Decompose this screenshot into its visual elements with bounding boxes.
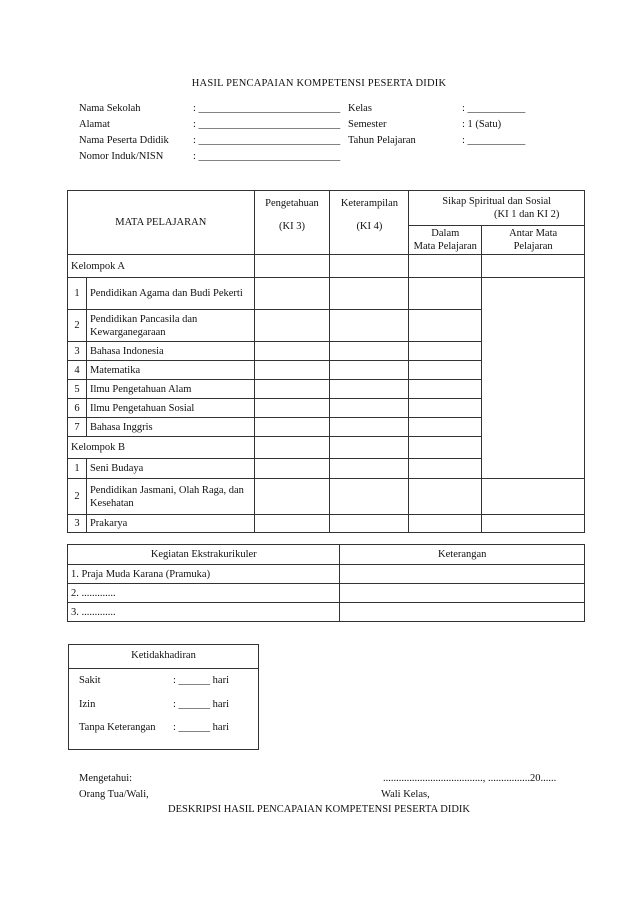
value-class: : ___________ [462, 103, 526, 114]
header-skill-label: Keterampilan [340, 198, 398, 209]
cell [340, 584, 585, 603]
cell [409, 437, 482, 459]
cell [330, 380, 409, 399]
cell [330, 278, 409, 310]
absence-label-unexcused: Tanpa Keterangan [79, 722, 156, 733]
header-between-subject [482, 226, 585, 255]
table-row [68, 479, 585, 515]
header-knowledge-label: Pengetahuan [265, 198, 319, 209]
absence-value-unexcused: : ______ hari [173, 722, 229, 733]
value-school-year: : ___________ [462, 135, 526, 146]
subject-name: Ilmu Pengetahuan Sosial [86, 399, 254, 418]
cell [254, 437, 330, 459]
header-between-2: Pelajaran [513, 241, 553, 252]
table-row [68, 278, 585, 310]
row-number: 6 [68, 399, 87, 418]
cell-between-merged [482, 278, 585, 479]
cell [254, 310, 330, 342]
value-student-name: : ___________________________ [193, 135, 341, 146]
label-student-id: Nomor Induk/NISN [79, 151, 164, 162]
cell [254, 278, 330, 310]
absence-label-permit: Izin [79, 699, 96, 710]
label-address: Alamat [79, 119, 110, 130]
cell [330, 515, 409, 533]
date-line: ......................................, ................20...... [383, 773, 557, 784]
cell [340, 603, 585, 622]
cell [330, 437, 409, 459]
row-number: 1 [68, 459, 87, 479]
header-in-subject-1: Dalam [431, 228, 460, 239]
cell [409, 380, 482, 399]
cell [409, 515, 482, 533]
cell [409, 278, 482, 310]
table-row [68, 603, 585, 622]
cell [482, 255, 585, 278]
description-heading: DESKRIPSI HASIL PENCAPAIAN KOMPETENSI PESERTA DIDIK [168, 804, 470, 815]
cell [409, 310, 482, 342]
header-attitude-sub: (KI 1 dan KI 2) [494, 209, 560, 220]
cell [254, 479, 330, 515]
parent-label: Orang Tua/Wali, [79, 789, 149, 800]
subject-name: Seni Budaya [86, 459, 254, 479]
absence-box [68, 644, 259, 750]
cell [254, 459, 330, 479]
header-skill [330, 191, 409, 255]
cell [254, 418, 330, 437]
label-class: Kelas [348, 103, 372, 114]
homeroom-teacher-label: Wali Kelas, [381, 789, 430, 800]
header-in-subject [409, 226, 482, 255]
header-attitude [409, 191, 585, 226]
row-number: 4 [68, 361, 87, 380]
header-skill-sub: (KI 4) [356, 221, 383, 232]
subject-name: Pendidikan Pancasila dan Kewarganegaraan [86, 310, 254, 342]
grades-table [67, 190, 585, 533]
header-knowledge [254, 191, 330, 255]
row-number: 2 [68, 310, 87, 342]
cell [409, 255, 482, 278]
header-attitude-label: Sikap Spiritual dan Sosial [442, 196, 552, 207]
document-title: HASIL PENCAPAIAN KOMPETENSI PESERTA DIDIK [191, 78, 447, 89]
row-number: 7 [68, 418, 87, 437]
cell [254, 361, 330, 380]
cell [409, 361, 482, 380]
cell [409, 479, 482, 515]
value-semester: : 1 (Satu) [462, 119, 502, 130]
absence-value-permit: : ______ hari [173, 699, 229, 710]
subject-name: Pendidikan Agama dan Budi Pekerti [86, 278, 254, 310]
subject-name: Ilmu Pengetahuan Alam [86, 380, 254, 399]
cell [409, 342, 482, 361]
value-address: : ___________________________ [193, 119, 341, 130]
cell [254, 342, 330, 361]
table-row [68, 565, 585, 584]
row-number: 3 [68, 342, 87, 361]
label-semester: Semester [348, 119, 387, 130]
label-school-year: Tahun Pelajaran [348, 135, 416, 146]
label-student-name: Nama Peserta Ddidik [79, 135, 169, 146]
activity-name: 1. Praja Muda Karana (Pramuka) [68, 565, 340, 584]
group-a-label: Kelompok A [68, 255, 255, 278]
cell [254, 515, 330, 533]
row-number: 2 [68, 479, 87, 515]
subject-name: Prakarya [86, 515, 254, 533]
header-knowledge-sub: (KI 3) [279, 221, 305, 232]
absence-value-sick: : ______ hari [173, 675, 229, 686]
header-between-1: Antar Mata [509, 228, 558, 239]
cell [254, 255, 330, 278]
header-note: Keterangan [340, 545, 585, 565]
row-number: 1 [68, 278, 87, 310]
label-school-name: Nama Sekolah [79, 103, 141, 114]
cell [254, 399, 330, 418]
extracurricular-table [67, 544, 585, 622]
absence-label-sick: Sakit [79, 675, 101, 686]
cell [330, 255, 409, 278]
group-b-label: Kelompok B [68, 437, 255, 459]
subject-name: Bahasa Inggris [86, 418, 254, 437]
cell [330, 310, 409, 342]
cell [409, 459, 482, 479]
cell [254, 380, 330, 399]
header-activity: Kegiatan Ekstrakurikuler [68, 545, 340, 565]
cell [330, 479, 409, 515]
absence-title: Ketidakhadiran [69, 645, 258, 669]
cell [409, 418, 482, 437]
header-subject: MATA PELAJARAN [68, 191, 255, 255]
table-row [68, 515, 585, 533]
activity-name: 2. ............. [68, 584, 340, 603]
row-number: 3 [68, 515, 87, 533]
header-in-subject-2: Mata Pelajaran [413, 241, 477, 252]
cell [330, 418, 409, 437]
known-by-label: Mengetahui: [79, 773, 133, 784]
value-student-id: : ___________________________ [193, 151, 341, 162]
cell [330, 459, 409, 479]
table-row [68, 584, 585, 603]
cell [340, 565, 585, 584]
activity-name: 3. ............. [68, 603, 340, 622]
subject-name: Matematika [86, 361, 254, 380]
cell [482, 479, 585, 515]
cell [409, 399, 482, 418]
cell [330, 361, 409, 380]
value-school-name: : ___________________________ [193, 103, 341, 114]
cell [330, 399, 409, 418]
cell [482, 515, 585, 533]
row-number: 5 [68, 380, 87, 399]
cell [330, 342, 409, 361]
subject-name: Bahasa Indonesia [86, 342, 254, 361]
subject-name: Pendidikan Jasmani, Olah Raga, dan Kesehatan [86, 479, 254, 515]
